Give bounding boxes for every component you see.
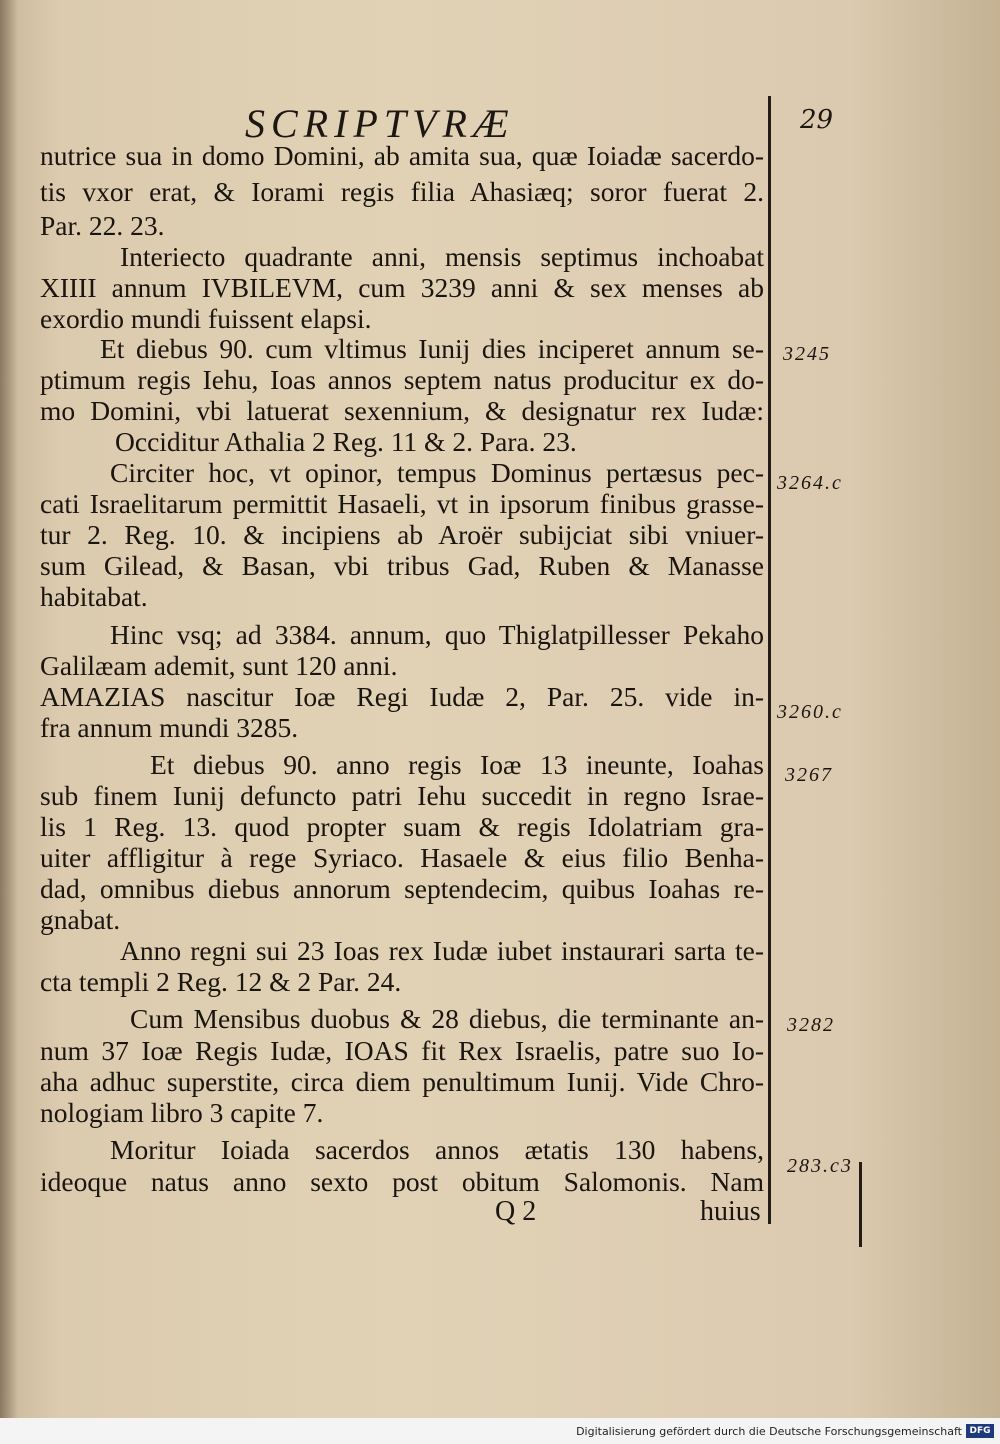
text-line: nutrice sua in domo Domini, ab amita sua, quæ Ioiadæ sacerdo- — [40, 140, 764, 171]
text-line: XIIII annum IVBILEVM, cum 3239 anni & sex menses ab — [40, 272, 764, 303]
text-line: mo Domini, vbi latuerat sexennium, & designatur rex Iudæ: — [40, 395, 764, 426]
text-line: Et diebus 90. cum vltimus Iunij dies inciperet annum se- — [100, 333, 764, 364]
text-line: Occiditur Athalia 2 Reg. 11 & 2. Para. 23. — [115, 426, 577, 457]
text-line: cati Israelitarum permittit Hasaeli, vt in ipsorum finibus grasse- — [40, 488, 764, 519]
margin-note: 3245 — [783, 343, 831, 365]
text-line: sum Gilead, & Basan, vbi tribus Gad, Ruben & Manasse — [40, 550, 764, 581]
text-line: aha adhuc superstite, circa diem penultimum Iunij. Vide Chro- — [40, 1066, 764, 1097]
margin-note: 3264.c — [777, 472, 843, 494]
text-line: Par. 22. 23. — [40, 210, 165, 241]
text-line: Et diebus 90. anno regis Ioæ 13 ineunte, Ioahas — [150, 749, 764, 780]
text-line: Circiter hoc, vt opinor, tempus Dominus pertæsus pec- — [110, 457, 764, 488]
footer-credit: Digitalisierung gefördert durch die Deutsche Forschungsgemeinschaft — [576, 1425, 962, 1438]
margin-note: 3267 — [785, 764, 833, 786]
signature-mark: Q 2 — [495, 1196, 537, 1227]
text-line: cta templi 2 Reg. 12 & 2 Par. 24. — [40, 966, 402, 997]
text-line: num 37 Ioæ Regis Iudæ, IOAS fit Rex Israelis, patre suo Io- — [40, 1035, 764, 1066]
page-number: 29 — [800, 105, 834, 135]
margin-note: 3282 — [787, 1014, 835, 1036]
text-line: uiter affligitur à rege Syriaco. Hasaele & eius filio Benha- — [40, 842, 764, 873]
text-line: sub finem Iunij defuncto patri Iehu succedit in regno Israe- — [40, 780, 764, 811]
text-line: Interiecto quadrante anni, mensis septimus inchoabat — [120, 241, 764, 272]
text-line: Galilæam ademit, sunt 120 anni. — [40, 650, 398, 681]
text-line: tur 2. Reg. 10. & incipiens ab Aroër subijciat sibi vniuer- — [40, 519, 764, 550]
catchword: huius — [700, 1196, 761, 1227]
text-line: Anno regni sui 23 Ioas rex Iudæ iubet instaurari sarta te- — [120, 935, 764, 966]
text-line: gnabat. — [40, 904, 121, 935]
text-line: Hinc vsq; ad 3384. annum, quo Thiglatpillesser Pekaho — [110, 619, 764, 650]
text-line: exordio mundi fuissent elapsi. — [40, 303, 372, 334]
text-line: tis vxor erat, & Iorami regis filia Ahasiæq; soror fuerat 2. — [40, 176, 764, 207]
footer-bar — [0, 1418, 1000, 1444]
dfg-logo-icon: DFG — [966, 1424, 994, 1438]
text-line: habitabat. — [40, 581, 148, 612]
running-head: SCRIPTVRÆ — [245, 101, 515, 146]
margin-note: 283.c3 — [787, 1155, 853, 1177]
text-line: AMAZIAS nascitur Ioæ Regi Iudæ 2, Par. 25. vide in- — [40, 681, 764, 712]
text-line: nologiam libro 3 capite 7. — [40, 1097, 324, 1128]
text-line: Moritur Ioiada sacerdos annos ætatis 130 habens, — [110, 1134, 764, 1165]
text-line: dad, omnibus diebus annorum septendecim, quibus Ioahas re- — [40, 873, 764, 904]
text-line: Cum Mensibus duobus & 28 diebus, die terminante an- — [130, 1003, 764, 1034]
text-line: fra annum mundi 3285. — [40, 712, 299, 743]
margin-note: 3260.c — [777, 701, 843, 723]
text-line: ptimum regis Iehu, Ioas annos septem natus producitur ex do- — [40, 364, 764, 395]
text-line: lis 1 Reg. 13. quod propter suam & regis Idolatriam gra- — [40, 811, 764, 842]
text-line: ideoque natus anno sexto post obitum Salomonis. Nam — [40, 1166, 764, 1197]
